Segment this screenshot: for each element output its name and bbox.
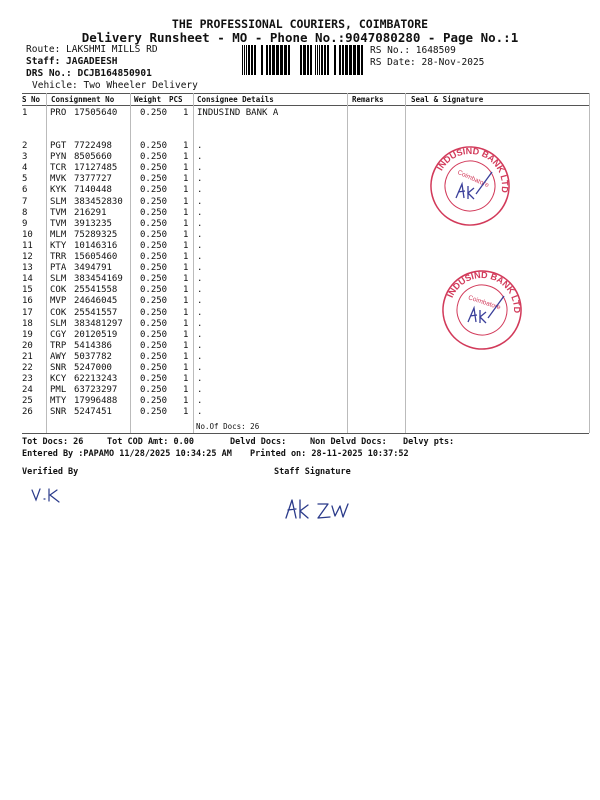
row-pcs: 1 [183,108,189,118]
barcode-bar [300,45,302,75]
barcode-bar [327,45,329,75]
row-pcs: 1 [183,174,189,185]
barcode-bar [254,45,256,75]
row-consignee: . [197,141,203,151]
row-sno: 25 [22,396,33,407]
staff-label: Staff: JAGADEESH [26,56,118,67]
row-consignee: . [197,407,203,418]
row-consignment-number: 25541558 [74,285,118,296]
barcode-bar [324,45,326,75]
row-consignee: . [197,240,203,251]
row-weight: 0.250 [140,163,168,174]
col-header-sno: S No [22,95,41,104]
delivery-points: Delvy pts: [403,437,455,447]
row-consignee: . [197,185,203,196]
col-header-weight: Weight [134,95,162,104]
barcode-bar [303,45,306,75]
table-row [0,396,600,407]
row-consignment-number: 62213243 [74,374,118,385]
row-sno: 20 [22,340,33,351]
row-prefix: COK [50,285,67,296]
bank-stamp [440,268,524,352]
row-prefix: SLM [50,196,67,207]
row-prefix: COK [50,307,67,318]
col-header-seal: Seal & Signature [411,95,484,104]
row-sno: 18 [22,318,33,329]
drs-number: DRS No.: DCJB164850901 [26,68,152,79]
rs-date: RS Date: 28-Nov-2025 [370,57,485,68]
non-delivered-docs: Non Delvd Docs: [310,437,387,447]
row-sno: 3 [22,152,28,163]
stamp-outer-ring [428,144,512,228]
row-consignment-number: 75289325 [74,229,118,240]
barcode-bar [244,45,245,75]
row-pcs: 1 [183,374,189,385]
row-consignee: . [197,329,203,340]
table-header-rule [22,105,589,106]
row-weight: 0.250 [140,174,168,185]
stamp-text: INDUSIND BANK LTD [444,269,523,314]
row-weight: 0.250 [140,329,168,340]
row-weight: 0.250 [140,351,168,362]
row-sno: 22 [22,363,33,373]
row-weight: 0.250 [140,374,168,385]
barcode-bar [357,45,360,75]
runsheet-subtitle: Delivery Runsheet - MO - Phone No.:9047080280 - Page No.:1 [81,30,519,45]
row-pcs: 1 [183,296,189,307]
row-pcs: 1 [183,141,189,151]
row-prefix: AWY [50,351,67,362]
verified-signature [30,486,66,506]
row-pcs: 1 [183,274,189,285]
row-prefix: KYK [50,185,67,196]
row-prefix: KTY [50,240,67,251]
row-consignee: . [197,218,203,229]
barcode-bar [246,45,247,75]
row-consignment-number: 5247000 [74,363,112,373]
row-prefix: TRR [50,252,67,262]
row-pcs: 1 [183,252,189,262]
row-weight: 0.250 [140,385,168,396]
row-consignee: . [197,274,203,285]
row-pcs: 1 [183,196,189,207]
row-consignee: INDUSIND BANK A [197,108,279,118]
row-pcs: 1 [183,285,189,296]
row-pcs: 1 [183,351,189,362]
row-pcs: 1 [183,407,189,418]
row-prefix: TVM [50,218,67,229]
row-pcs: 1 [183,163,189,174]
row-weight: 0.250 [140,396,168,407]
col-header-pcs: PCS [169,95,183,104]
row-consignee: . [197,229,203,240]
tot-cod-amount: Tot COD Amt: 0.00 [107,437,194,447]
row-consignee: . [197,163,203,174]
barcode-bar [272,45,275,75]
row-consignment-number: 15605460 [74,252,118,262]
row-pcs: 1 [183,229,189,240]
row-sno: 4 [22,163,28,174]
row-consignment-number: 10146316 [74,240,118,251]
table-top-rule [22,93,589,94]
route-label: Route: LAKSHMI MILLS RD [26,44,158,55]
row-consignee: . [197,207,203,218]
row-consignee: . [197,196,203,207]
barcode-bar [266,45,268,75]
row-sno: 11 [22,240,33,251]
row-sno: 8 [22,207,28,218]
table-bottom-rule [22,433,589,434]
row-weight: 0.250 [140,252,168,262]
table-row [0,352,600,363]
row-consignee: . [197,396,203,407]
row-prefix: SNR [50,407,67,418]
table-row [0,241,600,252]
row-consignee: . [197,252,203,262]
row-sno: 15 [22,285,33,296]
barcode-bar [339,45,341,75]
stamp-outer-ring [440,268,524,352]
row-consignee: . [197,296,203,307]
stamp-city: Coimbatore [467,294,502,312]
row-pcs: 1 [183,318,189,329]
row-sno: 9 [22,218,28,229]
row-pcs: 1 [183,385,189,396]
row-prefix: MVK [50,174,67,185]
col-header-remarks: Remarks [352,95,384,104]
row-sno: 6 [22,185,28,196]
row-pcs: 1 [183,152,189,163]
tot-docs: Tot Docs: 26 [22,437,84,447]
row-consignee: . [197,307,203,318]
barcode [240,45,368,75]
row-weight: 0.250 [140,263,168,274]
barcode-bar [319,45,320,75]
row-prefix: CGY [50,329,67,340]
delivered-docs: Delvd Docs: [230,437,287,447]
row-weight: 0.250 [140,363,168,373]
row-consignment-number: 3494791 [74,263,112,274]
row-sno: 10 [22,229,33,240]
row-consignee: . [197,174,203,185]
staff-signature-label: Staff Signature [274,467,351,477]
row-consignment-number: 7377727 [74,174,112,185]
row-consignment-number: 5247451 [74,407,112,418]
row-consignment-number: 24646045 [74,296,118,307]
row-prefix: PGT [50,141,67,151]
barcode-bar [248,45,250,75]
row-consignee: . [197,385,203,396]
row-sno: 19 [22,329,33,340]
staff-signature [282,496,354,524]
row-consignment-number: 383454169 [74,274,123,285]
row-consignee: . [197,363,203,373]
row-prefix: SLM [50,318,67,329]
row-pcs: 1 [183,240,189,251]
vehicle-label: Vehicle: Two Wheeler Delivery [32,80,198,91]
barcode-bar [284,45,287,75]
row-prefix: MTY [50,396,67,407]
row-sno: 16 [22,296,33,307]
row-prefix: KCY [50,374,67,385]
barcode-bar [315,45,316,75]
row-consignee: . [197,263,203,274]
row-pcs: 1 [183,307,189,318]
row-consignment-number: 216291 [74,207,107,218]
barcode-bar [321,45,323,75]
barcode-bar [269,45,271,75]
row-pcs: 1 [183,363,189,373]
row-consignee: . [197,152,203,163]
barcode-bar [353,45,356,75]
row-consignment-number: 7722498 [74,141,112,151]
col-header-consignment: Consignment No [51,95,115,104]
table-row [0,385,600,396]
barcode-bar [334,45,336,75]
row-pcs: 1 [183,396,189,407]
row-prefix: MVP [50,296,67,307]
row-sno: 5 [22,174,28,185]
barcode-bar [242,45,243,75]
row-consignment-number: 17996488 [74,396,118,407]
entered-by: Entered By :PAPAMO 11/28/2025 10:34:25 AM [22,449,232,459]
row-consignment-number: 5037782 [74,351,112,362]
row-consignment-number: 17127485 [74,163,118,174]
row-pcs: 1 [183,329,189,340]
row-weight: 0.250 [140,185,168,196]
row-weight: 0.250 [140,152,168,163]
row-consignment-number: 7140448 [74,185,112,196]
table-row [0,363,600,374]
table-row [0,374,600,385]
row-prefix: PYN [50,152,67,163]
verified-by-label: Verified By [22,467,79,477]
row-weight: 0.250 [140,318,168,329]
barcode-bar [280,45,283,75]
barcode-bar [288,45,290,75]
row-consignment-number: 63723297 [74,385,118,396]
barcode-bar [276,45,279,75]
table-row [0,230,600,241]
row-weight: 0.250 [140,285,168,296]
row-consignment-number: 25541557 [74,307,118,318]
row-sno: 1 [22,108,28,118]
row-weight: 0.250 [140,218,168,229]
row-prefix: PRO [50,108,67,118]
row-consignee: . [197,318,203,329]
barcode-bar [261,45,263,75]
no-of-docs: No.Of Docs: 26 [196,422,260,431]
row-prefix: TVM [50,207,67,218]
row-weight: 0.250 [140,274,168,285]
row-consignee: . [197,285,203,296]
row-pcs: 1 [183,340,189,351]
rs-number: RS No.: 1648509 [370,45,456,56]
row-weight: 0.250 [140,296,168,307]
row-weight: 0.250 [140,196,168,207]
row-sno: 21 [22,351,33,362]
row-weight: 0.250 [140,407,168,418]
barcode-bar [342,45,344,75]
row-weight: 0.250 [140,207,168,218]
barcode-bar [310,45,312,75]
row-consignment-number: 17505640 [74,108,118,118]
stamp-text: INDUSIND BANK LTD [434,145,511,194]
row-sno: 23 [22,374,33,385]
row-weight: 0.250 [140,141,168,151]
barcode-bar [361,45,363,75]
row-sno: 24 [22,385,33,396]
row-pcs: 1 [183,207,189,218]
table-row [0,252,600,263]
row-sno: 13 [22,263,33,274]
row-pcs: 1 [183,218,189,229]
table-row [0,108,600,119]
row-prefix: SLM [50,274,67,285]
row-sno: 12 [22,252,33,262]
printed-on: Printed on: 28-11-2025 10:37:52 [250,449,409,459]
barcode-bar [251,45,253,75]
row-weight: 0.250 [140,108,168,118]
row-consignment-number: 8505660 [74,152,112,163]
row-sno: 17 [22,307,33,318]
barcode-bar [317,45,318,75]
row-prefix: PML [50,385,67,396]
row-consignment-number: 20120519 [74,329,118,340]
barcode-bar [345,45,348,75]
company-title: THE PROFESSIONAL COURIERS, COIMBATORE [171,17,429,31]
stamp-city: Coimbatore [456,169,490,190]
row-weight: 0.250 [140,240,168,251]
row-prefix: SNR [50,363,67,373]
table-row [0,407,600,418]
row-pcs: 1 [183,263,189,274]
row-sno: 7 [22,196,28,207]
row-consignee: . [197,374,203,385]
row-weight: 0.250 [140,340,168,351]
col-header-consignee: Consignee Details [197,95,274,104]
row-prefix: MLM [50,229,67,240]
barcode-bar [349,45,352,75]
row-sno: 2 [22,141,28,151]
row-consignment-number: 5414386 [74,340,112,351]
row-consignment-number: 383481297 [74,318,123,329]
row-prefix: TRP [50,340,67,351]
row-prefix: PTA [50,263,67,274]
row-weight: 0.250 [140,307,168,318]
barcode-bar [307,45,309,75]
row-prefix: TCR [50,163,67,174]
row-consignee: . [197,351,203,362]
row-consignment-number: 383452830 [74,196,123,207]
row-weight: 0.250 [140,229,168,240]
row-consignee: . [197,340,203,351]
bank-stamp [428,144,512,228]
row-sno: 26 [22,407,33,418]
row-sno: 14 [22,274,33,285]
row-pcs: 1 [183,185,189,196]
row-consignment-number: 3913235 [74,218,112,229]
